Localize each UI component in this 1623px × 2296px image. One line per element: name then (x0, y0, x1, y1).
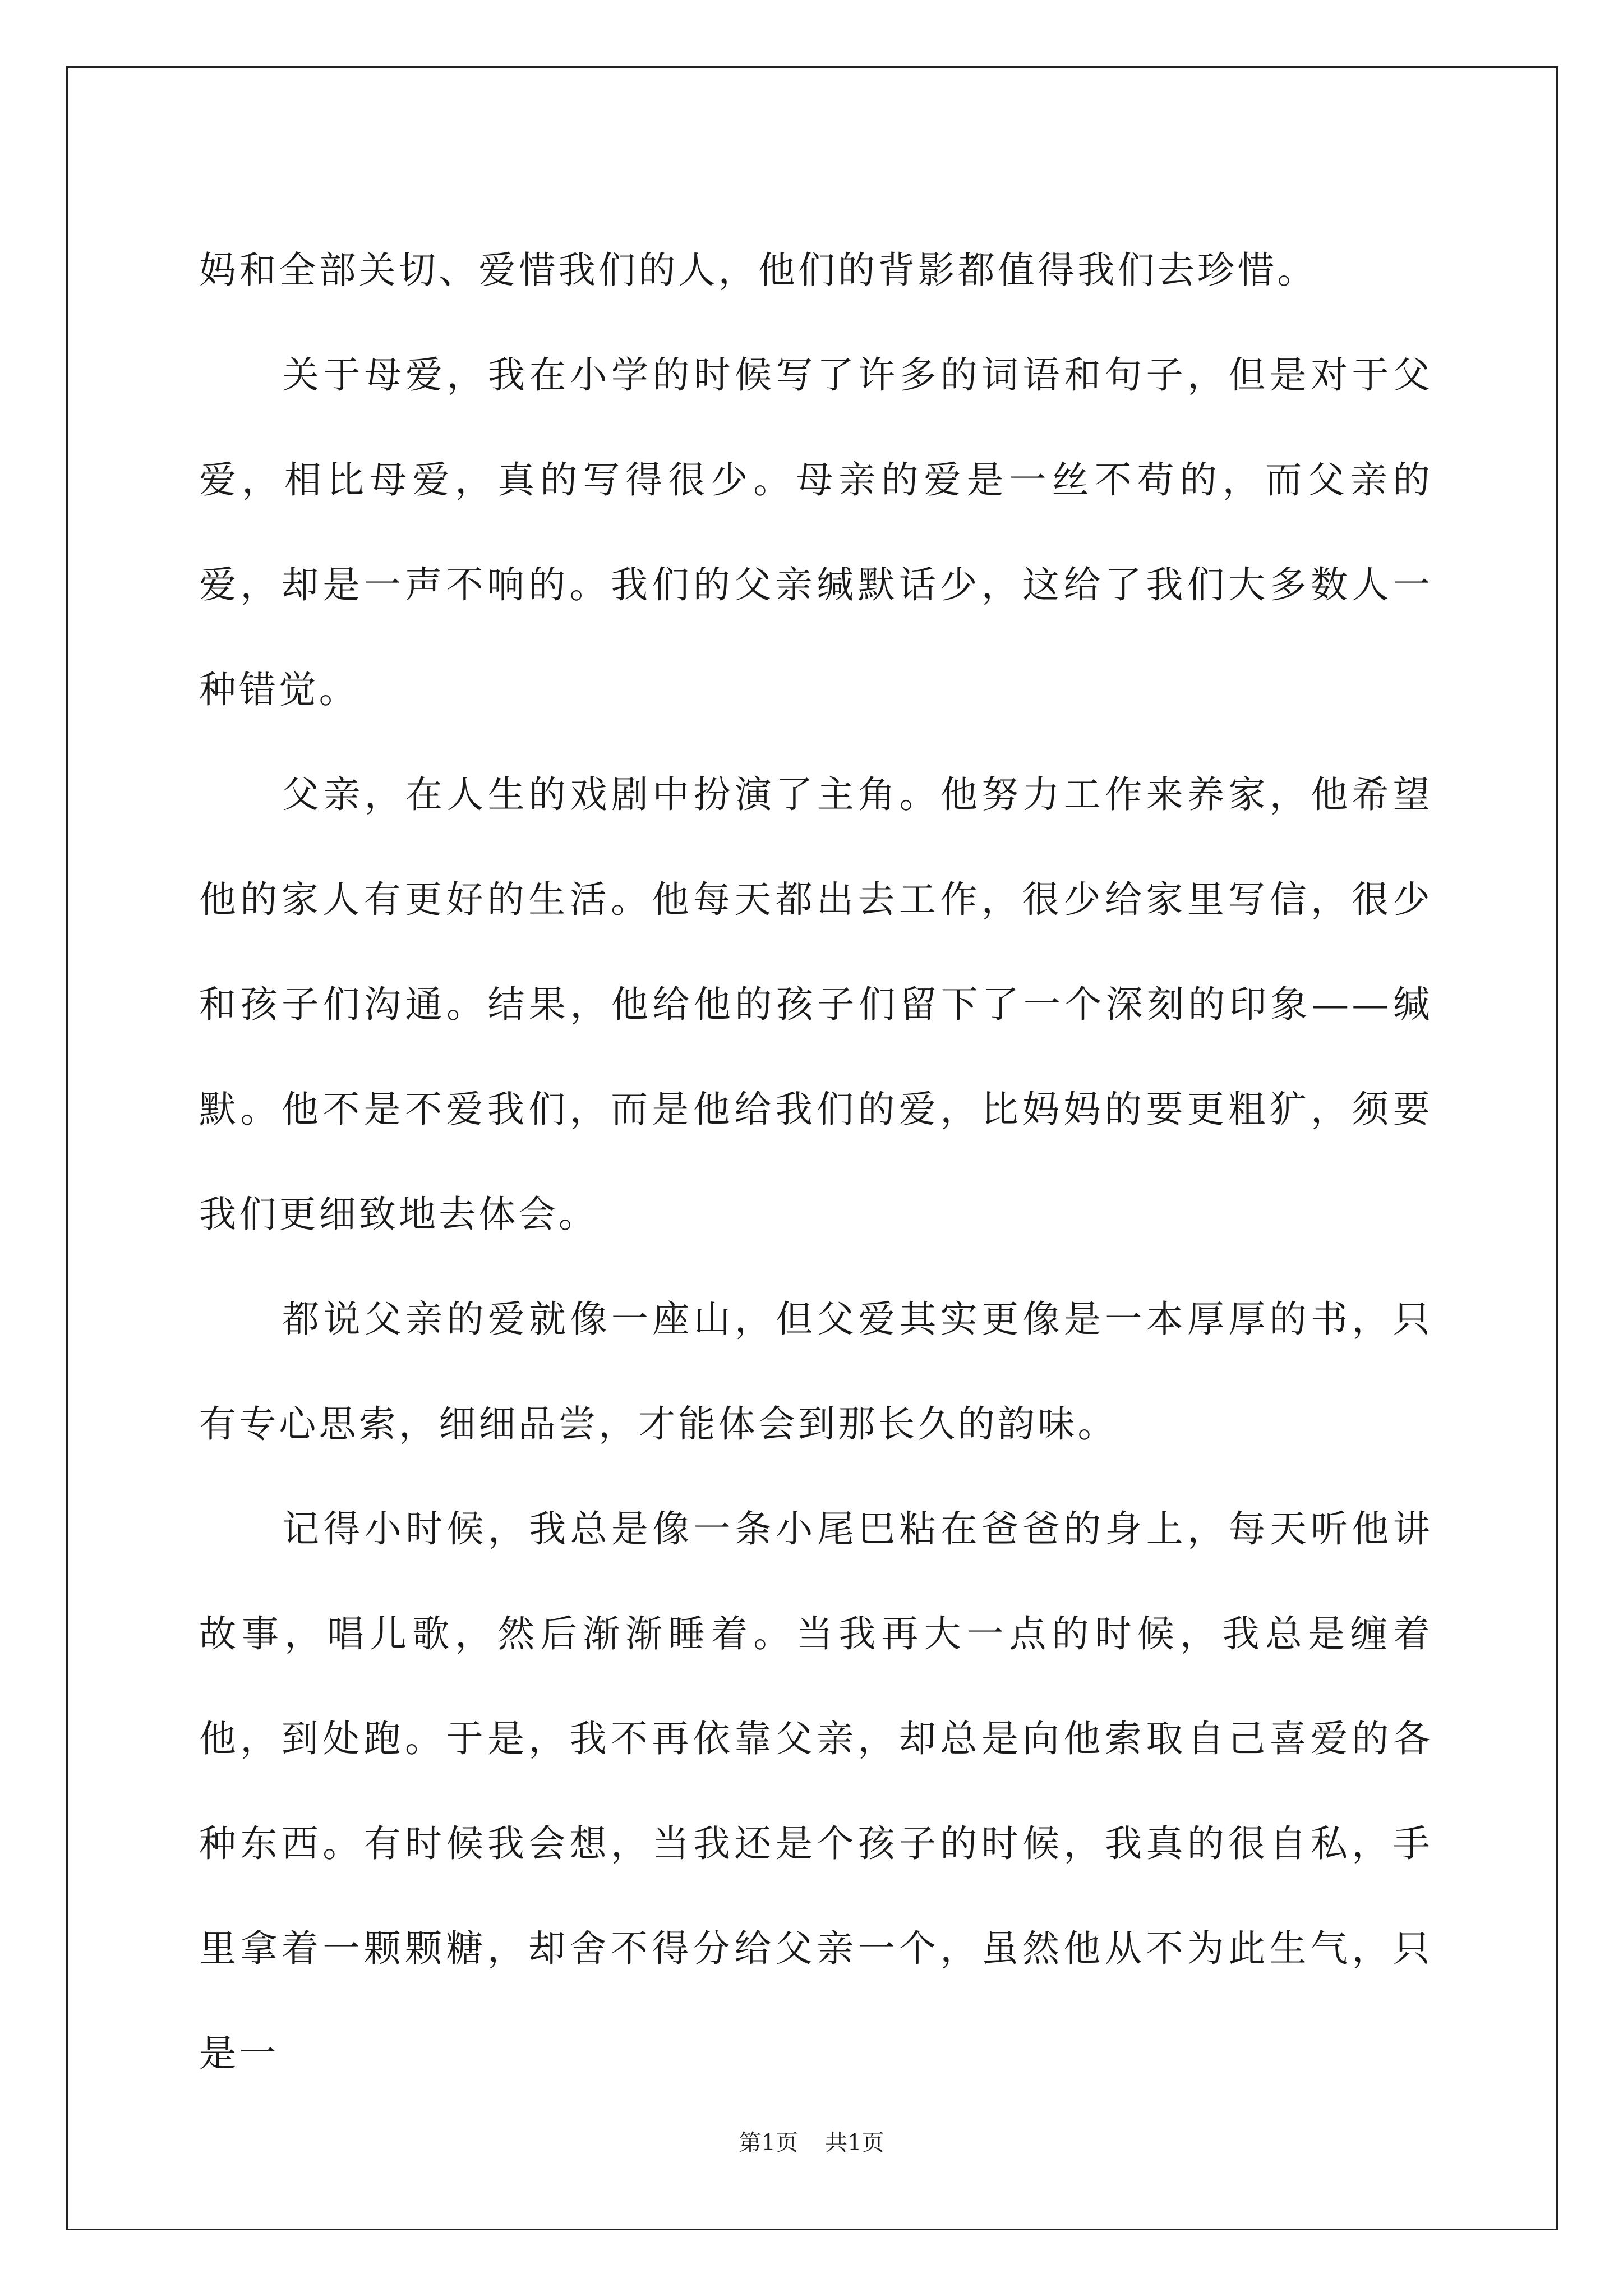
page-number-total: 共1页 (825, 2130, 884, 2156)
page-number-current: 第1页 (739, 2130, 798, 2156)
page-footer (0, 2129, 1623, 2157)
paragraph-3: 父亲，在人生的戏剧中扮演了主角。他努力工作来养家，他希望他的家人有更好的生活。他每天都出去工作，很少给家里写信，很少和孩子们沟通。结果，他给他的孩子们留下了一个深刻的印象——缄默。他不是不爱我们，而是他给我们的爱，比妈妈的要更粗犷，须要我们更细致地去体会。 (199, 773, 1433, 1236)
paragraph-1: 妈和全部关切、爱惜我们的人，他们的背影都值得我们去珍惜。 (199, 249, 1317, 292)
paragraph-4: 都说父亲的爱就像一座山，但父爱其实更像是一本厚厚的书，只有专心思索，细细品尝，才能体会到那长久的韵味。 (199, 1297, 1433, 1446)
paragraph-2: 关于母爱，我在小学的时候写了许多的词语和句子，但是对于父爱，相比母爱，真的写得很少。母亲的爱是一丝不苟的，而父亲的爱，却是一声不响的。我们的父亲缄默话少，这给了我们大多数人一种错觉。 (199, 353, 1433, 711)
paragraph-5: 记得小时候，我总是像一条小尾巴粘在爸爸的身上，每天听他讲故事，唱儿歌，然后渐渐睡着。当我再大一点的时候，我总是缠着他，到处跑。于是，我不再依靠父亲，却总是向他索取自己喜爱的各种东西。有时候我会想，当我还是个孩子的时候，我真的很自私，手里拿着一颗颗糖，却舍不得分给父亲一个，虽然他从不为此生气，只是一 (199, 1507, 1433, 2075)
document-body (199, 218, 1433, 2106)
